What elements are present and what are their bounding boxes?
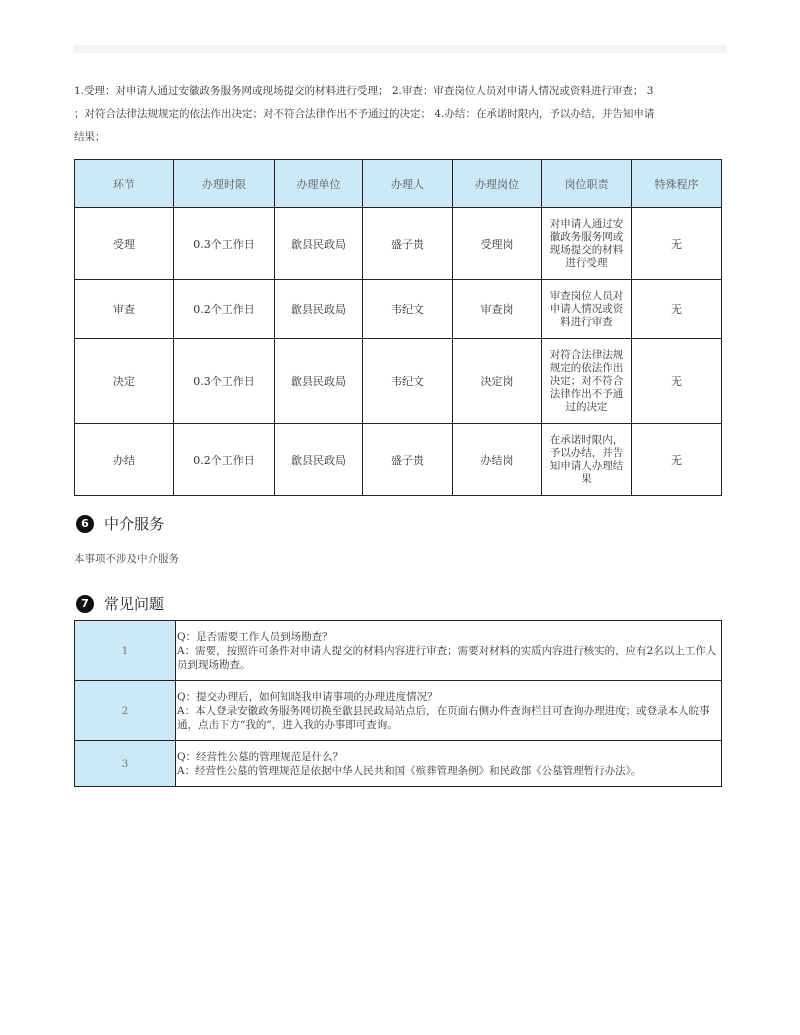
faq-index: 3 xyxy=(75,741,176,787)
cell-person: 韦纪文 xyxy=(363,280,453,339)
header-duty: 岗位职责 xyxy=(542,160,632,208)
faq-answer: A：需要，按照许可条件对申请人提交的材料内容进行审查；需要对材料的实质内容进行核实的，应有2名以上工作人员到现场勘查。 xyxy=(177,644,717,671)
cell-special: 无 xyxy=(632,280,722,339)
faq-index: 1 xyxy=(75,621,176,681)
faq-index: 2 xyxy=(75,681,176,741)
cell-special: 无 xyxy=(632,424,722,496)
cell-duty: 在承诺时限内，予以办结，并告知申请人办理结果 xyxy=(542,424,632,496)
section-title: 常见问题 xyxy=(104,595,165,613)
top-divider-bar xyxy=(74,45,726,53)
faq-answer: A：本人登录安徽政务服务网切换至歙县民政局站点后，在页面右侧办件查询栏目可查询办理进度；或登录本人皖事通，点击下方“我的”，进入我的办事即可查询。 xyxy=(177,704,710,731)
header-special: 特殊程序 xyxy=(632,160,722,208)
process-table-header xyxy=(75,160,722,208)
cell-time: 0.3个工作日 xyxy=(174,339,275,424)
cell-unit: 歙县民政局 xyxy=(275,339,363,424)
table-row xyxy=(75,280,722,339)
faq-row xyxy=(75,681,722,741)
table-row xyxy=(75,208,722,280)
faq-content xyxy=(176,681,722,741)
cell-post: 受理岗 xyxy=(453,208,542,280)
cell-post: 决定岗 xyxy=(453,339,542,424)
cell-time: 0.3个工作日 xyxy=(174,208,275,280)
section-heading-intermediary xyxy=(76,513,164,534)
cell-duty: 审查岗位人员对申请人情况或资料进行审查 xyxy=(542,280,632,339)
section-number-icon: 6 xyxy=(76,515,94,533)
header-post: 办理岗位 xyxy=(453,160,542,208)
description-line: 结果； xyxy=(74,131,106,143)
cell-unit: 歙县民政局 xyxy=(275,208,363,280)
cell-step: 受理 xyxy=(75,208,174,280)
description-line: ；对符合法律法规规定的依法作出决定；对不符合法律作出不予通过的决定； 4.办结：在承诺时限内，予以办结，并告知申请 xyxy=(74,108,655,120)
cell-post: 办结岗 xyxy=(453,424,542,496)
faq-question: Q：经营性公墓的管理规范是什么？ xyxy=(177,750,344,763)
cell-time: 0.2个工作日 xyxy=(174,424,275,496)
section-number-icon: 7 xyxy=(76,595,94,613)
process-table xyxy=(74,159,722,496)
faq-content xyxy=(176,621,722,681)
cell-unit: 歙县民政局 xyxy=(275,424,363,496)
cell-step: 办结 xyxy=(75,424,174,496)
faq-question: Q：提交办理后，如何知晓我申请事项的办理进度情况？ xyxy=(177,690,438,703)
cell-person: 韦纪文 xyxy=(363,339,453,424)
table-row xyxy=(75,424,722,496)
cell-step: 决定 xyxy=(75,339,174,424)
cell-special: 无 xyxy=(632,208,722,280)
process-description xyxy=(74,80,728,149)
cell-unit: 歙县民政局 xyxy=(275,280,363,339)
header-time: 办理时限 xyxy=(174,160,275,208)
section-title: 中介服务 xyxy=(104,515,165,533)
section-heading-faq xyxy=(76,593,164,614)
cell-duty: 对符合法律法规规定的依法作出决定；对不符合法律作出不予通过的决定 xyxy=(542,339,632,424)
description-line: 1.受理：对申请人通过安徽政务服务网或现场提交的材料进行受理； 2.审查：审查岗位人员对申请人情况或资料进行审查； 3 xyxy=(74,85,654,97)
cell-time: 0.2个工作日 xyxy=(174,280,275,339)
header-unit: 办理单位 xyxy=(275,160,363,208)
cell-post: 审查岗 xyxy=(453,280,542,339)
header-person: 办理人 xyxy=(363,160,453,208)
cell-duty: 对申请人通过安徽政务服务网或现场提交的材料进行受理 xyxy=(542,208,632,280)
cell-step: 审查 xyxy=(75,280,174,339)
intermediary-note: 本事项不涉及中介服务 xyxy=(74,553,179,565)
table-row xyxy=(75,339,722,424)
faq-content xyxy=(176,741,722,787)
faq-table xyxy=(74,620,722,787)
header-step: 环节 xyxy=(75,160,174,208)
cell-person: 盛子贵 xyxy=(363,208,453,280)
cell-person: 盛子贵 xyxy=(363,424,453,496)
faq-question: Q：是否需要工作人员到场勘查？ xyxy=(177,630,333,643)
faq-answer: A：经营性公墓的管理规范是依据中华人民共和国《殡葬管理条例》和民政部《公墓管理暂行办法》。 xyxy=(177,764,642,777)
faq-row xyxy=(75,621,722,681)
cell-special: 无 xyxy=(632,339,722,424)
faq-row xyxy=(75,741,722,787)
